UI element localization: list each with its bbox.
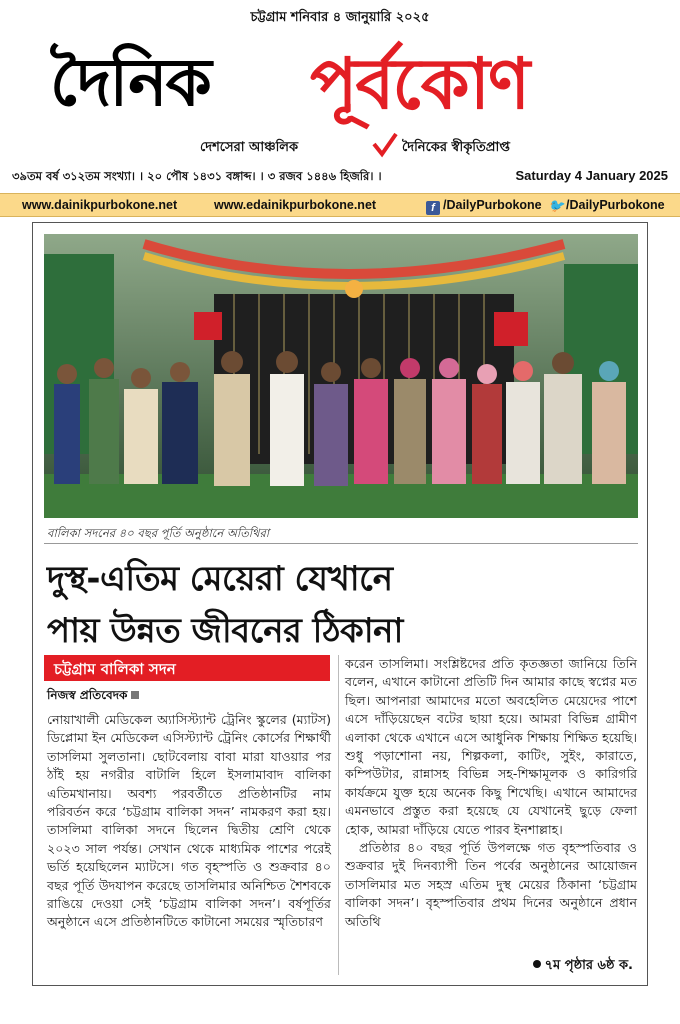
bullet-icon	[533, 960, 541, 968]
byline: নিজস্ব প্রতিবেদক	[47, 687, 139, 707]
twitter-icon: 🐦	[548, 198, 565, 213]
facebook-link[interactable]: f /DailyPurbokone	[426, 198, 542, 215]
photo-caption: বালিকা সদনের ৪০ বছর পূর্তি অনুষ্ঠানে অতিথিরা	[47, 526, 270, 540]
issue-info-bn: ৩৯তম বর্ষ ৩১২তম সংখ্যা। । ২০ পৌষ ১৪৩১ বঙ্গাব্দ। । ৩ রজব ১৪৪৬ হিজরি। ।	[12, 169, 382, 183]
checkmark-icon	[372, 132, 398, 158]
article-right-column	[345, 655, 637, 931]
article-clipping	[32, 222, 648, 986]
headline-line-1: দুস্থ-এতিম মেয়েরা যেখানে	[47, 559, 393, 599]
masthead-red-text: পূর্বকোণ	[310, 42, 529, 125]
tagline-left: দেশসেরা আঞ্চলিক	[200, 140, 299, 155]
masthead	[40, 28, 640, 132]
caption-divider	[44, 543, 638, 544]
left-paragraph: নোয়াখালী মেডিকেল অ্যাসিস্ট্যান্ট ট্রেনিং স্কুলের (ম্যাটস) ডিপ্লোমা ইন মেডিকেল এসিস্ট্যান্ট ট্রেনিং কোর্সের শিক্ষার্থী তাসলিমা সুলতানা। ছোটবেলায় বাবা মারা যাওয়ার পর ঠাঁই হয় নগরীর বাটালি হিলে ইসলামাবাদ বালিকা এতিমখানায়। অবশ্য পরবর্তীতে প্রতিষ্ঠানটির নাম পরিবর্তন করে ‘চট্টগ্রাম বালিকা সদন’ নামকরণ করা হয়। তাসলিমা বালিকা সদনে ছিলেন দ্বিতীয় শ্রেণি থেকে ২০২৩ সাল পর্যন্ত। সেখান থেকে মাধ্যমিক পাশের পরেই ভর্তি হয়েছিলেন ম্যাটসে। গত বৃহস্পতি ও শুক্রবার ৪০ বছর পূর্তি উদযাপন করেছে তাসলিমার অনিশ্চিত শৈশবকে রাঙিয়ে দেওয়া সেই ‘চট্টগ্রাম বালিকা সদন’। বর্ষপূর্তির অনুষ্ঠানে এসে প্রতিষ্ঠানটিতে কাটানো সময়ের স্মৃতিচারণ	[47, 712, 331, 930]
event-photo	[44, 234, 638, 518]
link-bar	[0, 193, 680, 217]
epaper-link[interactable]: www.edainikpurbokone.net	[214, 198, 377, 212]
site-link[interactable]: www.dainikpurbokone.net	[22, 198, 178, 212]
right-paragraph-2: প্রতিষ্ঠার ৪০ বছর পূর্তি উপলক্ষে গত বৃহস্পতিবার ও শুক্রবার দুই দিনব্যাপী তিন পর্বের অনুষ্ঠানের আয়োজন তাসলিমার মত সহস্র এতিম দুস্থ মেয়ের ঠিকানা ‘চট্টগ্রাম বালিকা সদন’। বৃহস্পতিবার প্রথম দিনের অনুষ্ঠানে প্রধান অতিথি	[345, 840, 637, 929]
right-paragraph-1: করেন তাসলিমা। সংশ্লিষ্টদের প্রতি কৃতজ্ঞতা জানিয়ে তিনি বলেন, এখানে কাটানো প্রতিটি দিন আমার কাছে স্বপ্নের মত ছিল। আপনারা আমাদের মতো অবহেলিত মেয়েদের পাশে এসে দাঁড়িয়েছেন বটের ছায়া হয়ে। আমরা বিভিন্ন গ্রামীণ এলাকা থেকে এখানে এসে আধুনিক শিক্ষায় শিক্ষিত হয়েছি। শুধু পড়াশোনা নয়, শিল্পকলা, কাটিং, সুইং, কারাতে, কম্পিউটার, রান্নাসহ বিভিন্ন সহ-শিক্ষামূলক ও কারিগরি কার্যক্রমে যুক্ত হয়ে অনেক কিছু শিখেছি। এখানে আমাদের এমনভাবে প্রস্তুত করা হয়েছে যে যেখানেই ছুড়ে ফেলা হোক, আমরা দাঁড়িয়ে যেতে পারব ইনশাল্লাহ।	[345, 656, 637, 837]
facebook-icon: f	[426, 201, 440, 215]
byline-square-icon	[131, 691, 139, 699]
twitter-link[interactable]: 🐦 /DailyPurbokone	[548, 198, 665, 213]
article-left-column	[47, 711, 331, 932]
issue-info	[12, 168, 668, 187]
column-divider	[338, 655, 339, 975]
issue-date-en: Saturday 4 January 2025	[515, 168, 668, 183]
masthead-black-text: দৈনিক	[50, 43, 210, 121]
top-date: চট্টগ্রাম শনিবার ৪ জানুয়ারি ২০২৫	[250, 10, 430, 25]
tagline-right: দৈনিকের স্বীকৃতিপ্রাপ্ত	[402, 140, 510, 155]
headline-line-2: পায় উন্নত জীবনের ঠিকানা	[47, 611, 403, 651]
continuation-note: ৭ম পৃষ্ঠার ৬ষ্ঠ ক.	[533, 956, 633, 977]
section-label: চট্টগ্রাম বালিকা সদন	[44, 655, 330, 681]
